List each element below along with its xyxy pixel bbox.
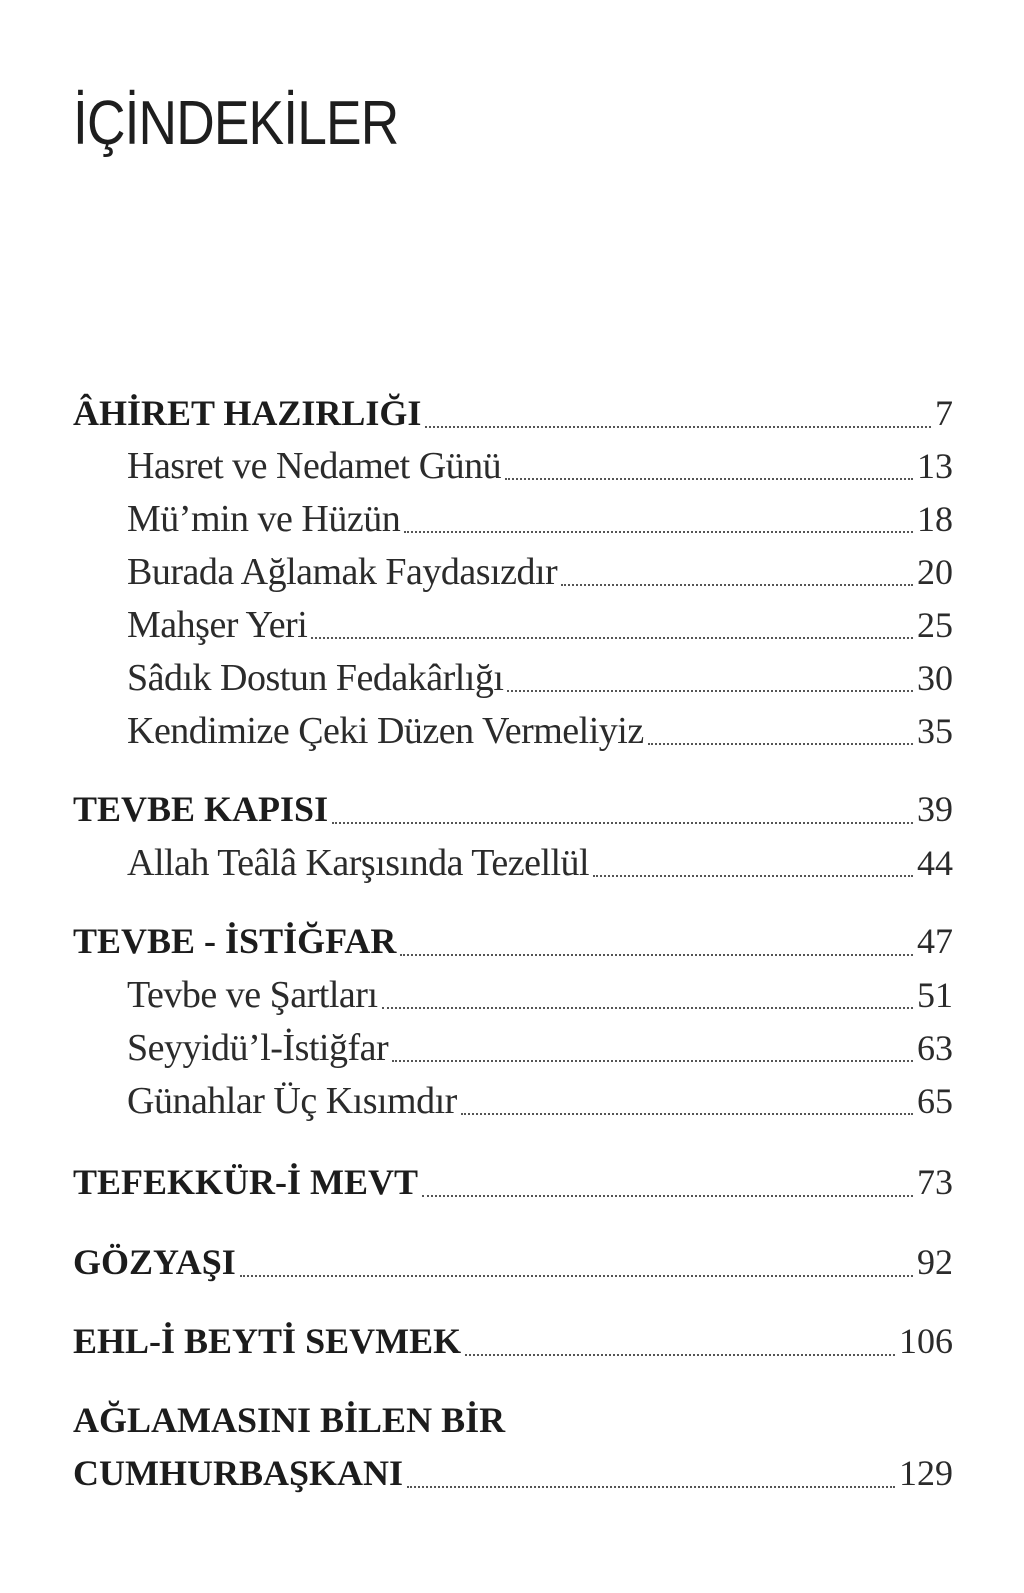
toc-item[interactable] <box>127 656 953 702</box>
toc-item[interactable] <box>127 1026 953 1072</box>
toc-section-label: TEFEKKÜR-İ MEVT <box>73 1162 419 1202</box>
dot-leader <box>505 478 913 480</box>
dot-leader <box>593 875 913 877</box>
dot-leader <box>422 1195 913 1197</box>
toc-item[interactable] <box>127 603 953 649</box>
toc-section-cumhurbaskani[interactable] <box>73 1452 953 1498</box>
dot-leader <box>311 637 913 639</box>
toc-section-label-line1[interactable]: AĞLAMASINI BİLEN BİR <box>73 1400 506 1440</box>
toc-item-label: Burada Ağlamak Faydasızdır <box>127 551 558 593</box>
toc-page-number: 73 <box>917 1162 953 1202</box>
page-title: İÇİNDEKİLER <box>73 89 399 158</box>
dot-leader <box>648 743 913 745</box>
toc-item-label: Kendimize Çeki Düzen Vermeliyiz <box>127 710 644 752</box>
toc-item[interactable] <box>127 973 953 1019</box>
toc-page-number: 63 <box>917 1028 953 1068</box>
dot-leader <box>465 1354 895 1356</box>
dot-leader <box>404 531 913 533</box>
toc-page-number: 30 <box>917 658 953 698</box>
toc-section-ehl-i-beyti-sevmek[interactable] <box>73 1320 953 1366</box>
dot-leader <box>240 1275 913 1277</box>
toc-item[interactable] <box>127 709 953 755</box>
toc-item[interactable] <box>127 444 953 490</box>
dot-leader <box>332 822 913 824</box>
toc-item[interactable] <box>127 1079 953 1125</box>
toc-section-label: ÂHİRET HAZIRLIĞI <box>73 393 422 433</box>
toc-page-number: 106 <box>899 1321 953 1361</box>
toc-page-number: 7 <box>935 393 953 433</box>
toc-item-label: Mü’min ve Hüzün <box>127 498 401 540</box>
toc-section-tefekkur-i-mevt[interactable] <box>73 1161 953 1207</box>
dot-leader <box>425 426 931 428</box>
toc-item-label: Hasret ve Nedamet Günü <box>127 445 502 487</box>
toc-item[interactable] <box>127 550 953 596</box>
toc-item-label: Sâdık Dostun Fedakârlığı <box>127 657 504 699</box>
toc-item-label: Allah Teâlâ Karşısında Tezellül <box>127 842 590 884</box>
toc-section-label: CUMHURBAŞKANI <box>73 1453 404 1493</box>
toc-page-number: 18 <box>917 499 953 539</box>
toc-section-ahiret-hazirligi[interactable] <box>73 392 953 438</box>
toc-item[interactable] <box>127 497 953 543</box>
toc-section-label: GÖZYAŞI <box>73 1242 236 1282</box>
toc-section-tevbe-kapisi[interactable] <box>73 788 953 834</box>
toc-section-label: TEVBE KAPISI <box>73 789 329 829</box>
toc-section-label: TEVBE - İSTİĞFAR <box>73 921 397 961</box>
toc-section-label: EHL-İ BEYTİ SEVMEK <box>73 1321 462 1361</box>
toc-item[interactable] <box>127 841 953 887</box>
dot-leader <box>392 1060 913 1062</box>
toc-section-tevbe-istigfar[interactable] <box>73 920 953 966</box>
dot-leader <box>461 1113 913 1115</box>
dot-leader <box>561 584 913 586</box>
toc-page-number: 92 <box>917 1242 953 1282</box>
toc-item-label: Tevbe ve Şartları <box>127 974 378 1016</box>
toc-item-label: Mahşer Yeri <box>127 604 308 646</box>
toc-page-number: 13 <box>917 446 953 486</box>
dot-leader <box>407 1486 895 1488</box>
toc-page-number: 65 <box>917 1081 953 1121</box>
toc-page-number: 44 <box>917 843 953 883</box>
toc-item-label: Seyyidü’l-İstiğfar <box>127 1027 389 1069</box>
toc-item-label: Günahlar Üç Kısımdır <box>127 1080 457 1122</box>
toc-page-number: 47 <box>917 921 953 961</box>
dot-leader <box>400 954 913 956</box>
toc-page-number: 35 <box>917 711 953 751</box>
toc-page-number: 20 <box>917 552 953 592</box>
toc-page-number: 51 <box>917 975 953 1015</box>
toc-page-number: 129 <box>899 1453 953 1493</box>
dot-leader <box>507 690 913 692</box>
toc-page-number: 25 <box>917 605 953 645</box>
toc-section-gozyasi[interactable] <box>73 1241 953 1287</box>
toc-page-number: 39 <box>917 789 953 829</box>
dot-leader <box>382 1007 913 1009</box>
